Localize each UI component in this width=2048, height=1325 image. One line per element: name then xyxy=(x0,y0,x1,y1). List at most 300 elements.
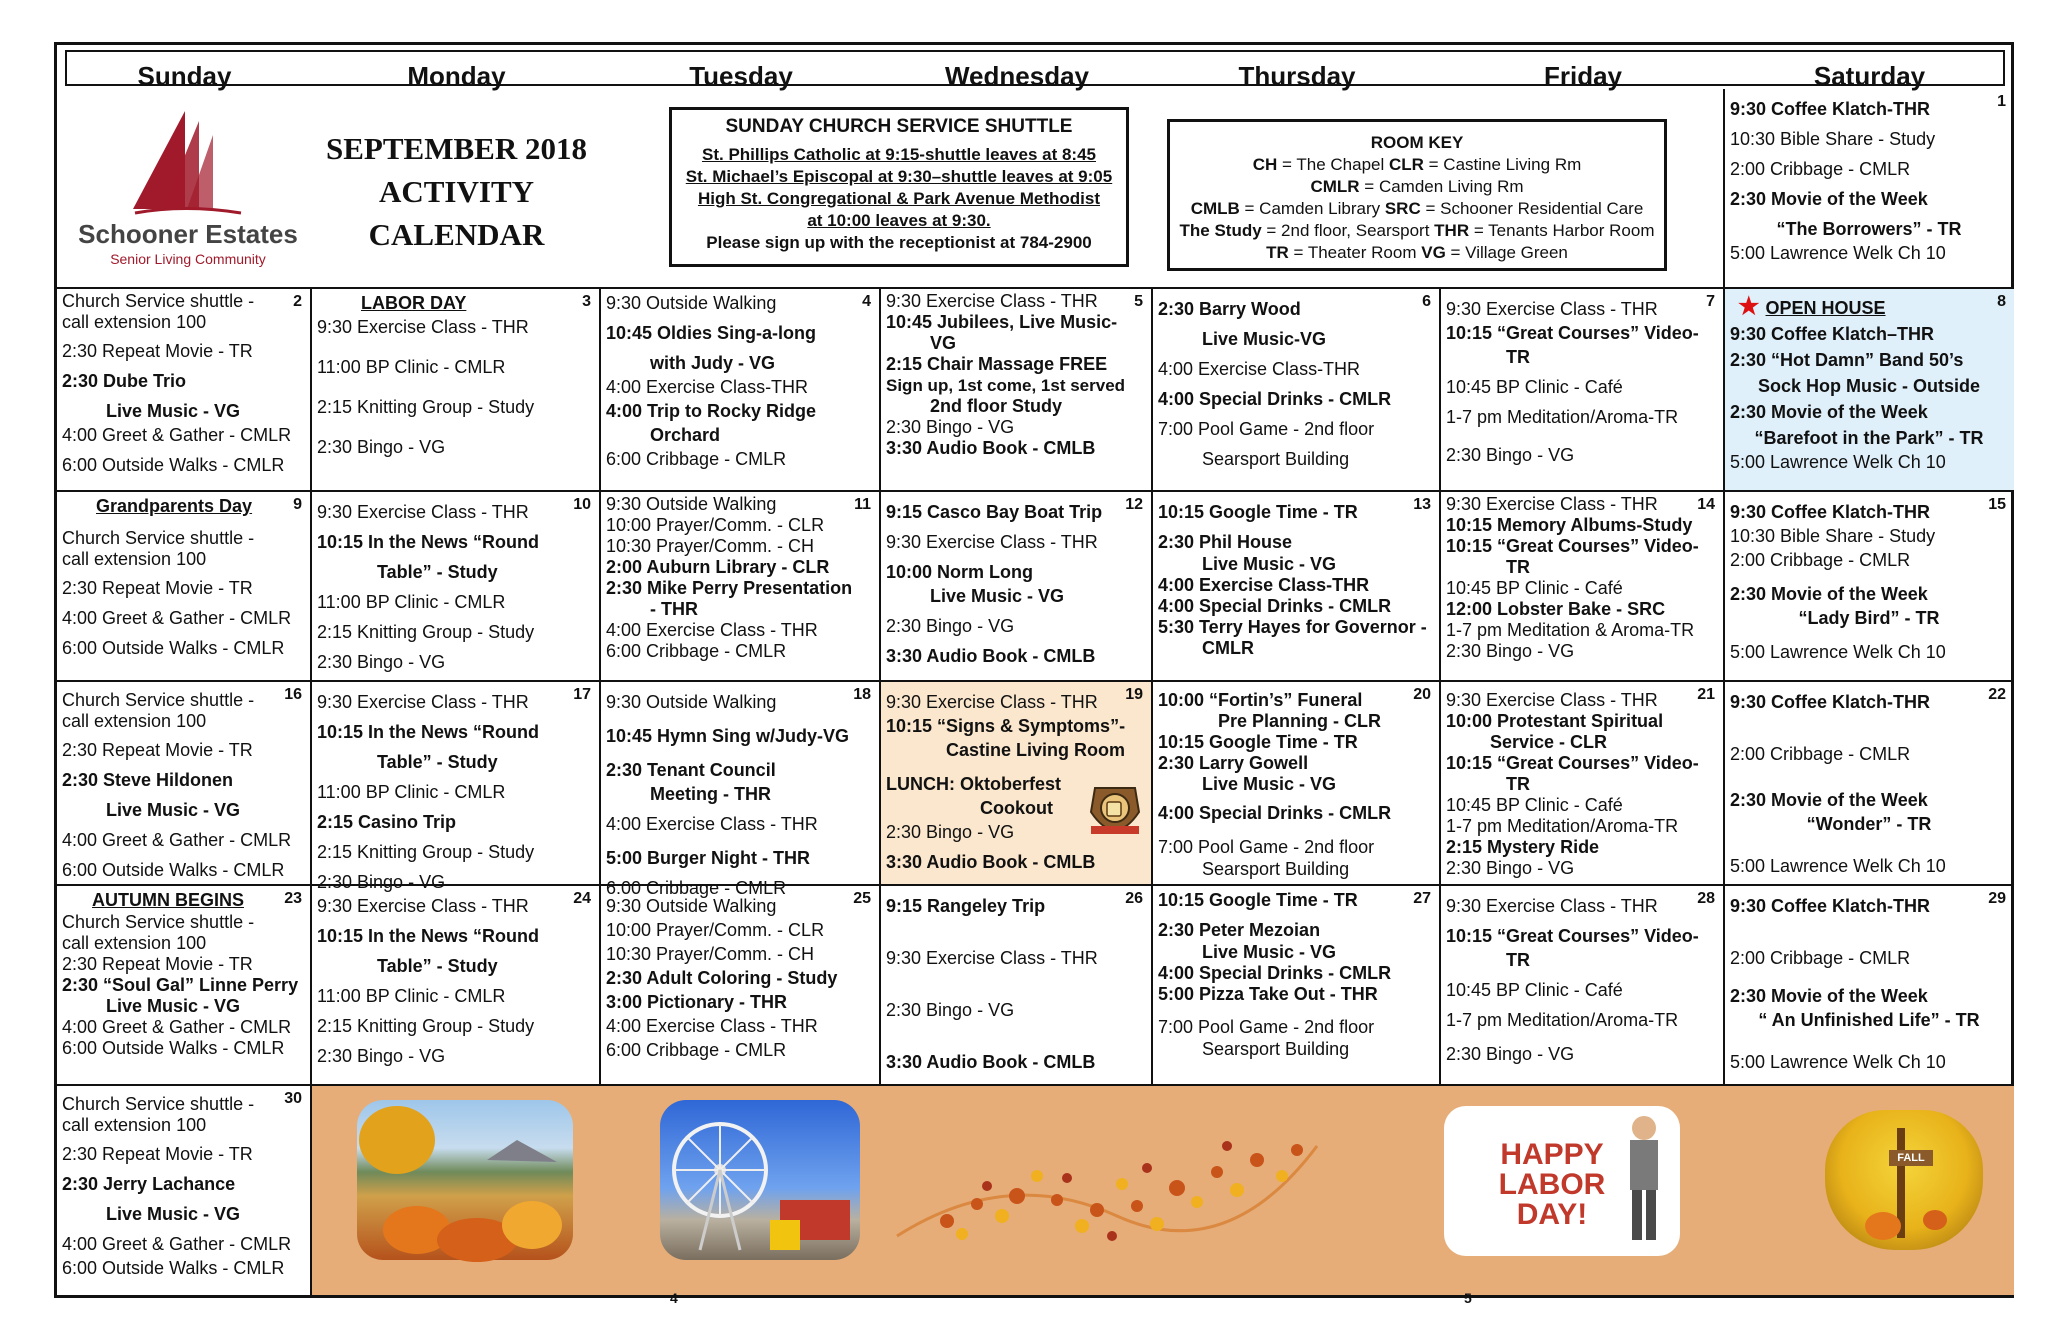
event: 1-7 pm Meditation/Aroma-TR xyxy=(1446,407,1679,427)
event: 7:00 Pool Game - 2nd floor xyxy=(1158,419,1375,439)
event: 6:00 Outside Walks - CMLR xyxy=(62,860,285,880)
event: 10:15 “Great Courses” Video- xyxy=(1446,753,1699,773)
event: 10:15 In the News “Round xyxy=(317,926,540,946)
key-src-desc: = Schooner Residential Care xyxy=(1420,199,1644,218)
day-number: 24 xyxy=(573,890,591,907)
event: Church Service shuttle - xyxy=(62,912,255,932)
holiday-labor-day: LABOR DAY xyxy=(361,293,467,313)
event: 9:30 Outside Walking xyxy=(606,896,777,916)
event: 2:00 Cribbage - CMLR xyxy=(1730,550,1911,570)
event: 2:00 Cribbage - CMLR xyxy=(1730,744,1911,764)
event: 4:00 Greet & Gather - CMLR xyxy=(62,608,292,628)
event: 1-7 pm Meditation/Aroma-TR xyxy=(1446,816,1679,836)
event: 2:15 Casino Trip xyxy=(317,812,457,832)
day-cell-3 xyxy=(312,289,601,492)
key-thr: THR xyxy=(1434,221,1470,240)
day-number: 29 xyxy=(1988,890,2006,907)
key-tr: TR xyxy=(1266,243,1289,262)
day-number: 22 xyxy=(1988,686,2006,703)
event: 6:00 Outside Walks - CMLR xyxy=(62,1258,285,1278)
event: 4:00 Exercise Class - THR xyxy=(606,620,818,640)
key-vg: VG xyxy=(1421,243,1446,262)
calendar xyxy=(54,42,2014,1298)
event: 2:30 Movie of the Week xyxy=(1730,402,1928,422)
holiday-autumn-begins: AUTUMN BEGINS xyxy=(92,890,244,910)
event: 2:30 Larry Gowell xyxy=(1158,753,1309,773)
day-sunday: Sunday xyxy=(137,61,232,91)
event: 10:30 Prayer/Comm. - CH xyxy=(606,536,815,556)
event: 2:15 Knitting Group - Study xyxy=(317,397,535,417)
event: 6:00 Outside Walks - CMLR xyxy=(62,455,285,475)
event: Castine Living Room xyxy=(946,740,1126,760)
event: 9:30 Coffee Klatch-THR xyxy=(1730,692,1931,712)
event: 5:00 Lawrence Welk Ch 10 xyxy=(1730,856,1946,876)
event: 10:15 “Great Courses” Video- xyxy=(1446,536,1699,556)
event: CMLR xyxy=(1202,638,1254,658)
event: with Judy - VG xyxy=(650,353,776,373)
event: Live Music - VG xyxy=(930,586,1065,606)
event: “The Borrowers” - TR xyxy=(1776,219,1962,239)
event: 10:30 Bible Share - Study xyxy=(1730,526,1936,546)
event: 2:30 Repeat Movie - TR xyxy=(62,954,253,974)
event: 2:00 Auburn Library - CLR xyxy=(606,557,830,577)
event: Table” - Study xyxy=(377,562,498,582)
event: 2:30 Adult Coloring - Study xyxy=(606,968,838,988)
day-saturday: Saturday xyxy=(1813,61,1926,91)
event: 2:30 Bingo - VG xyxy=(1446,445,1575,465)
event: 4:00 Trip to Rocky Ridge xyxy=(606,401,817,421)
day-cell-5 xyxy=(881,289,1153,492)
event: 10:45 BP Clinic - Café xyxy=(1446,578,1623,598)
shuttle-line1: St. Phillips Catholic at 9:15-shuttle leaves at 8:45 xyxy=(702,145,1096,164)
day-number: 20 xyxy=(1413,686,1431,703)
event: 2:30 Mike Perry Presentation xyxy=(606,578,853,598)
day-cell-1 xyxy=(1725,89,2014,287)
event: 2:00 Cribbage - CMLR xyxy=(1730,159,1911,179)
key-ch-desc: = The Chapel xyxy=(1277,155,1389,174)
day-number: 21 xyxy=(1697,686,1715,703)
event: 2:30 Bingo - VG xyxy=(1446,641,1575,661)
event: 3:30 Audio Book - CMLB xyxy=(886,646,1096,666)
key-cmlb-desc: = Camden Library xyxy=(1239,199,1385,218)
event: 11:00 BP Clinic - CMLR xyxy=(317,986,506,1006)
event: 9:30 Exercise Class - THR xyxy=(317,692,529,712)
page-number-left: 4 xyxy=(670,1290,678,1306)
day-number: 7 xyxy=(1706,293,1715,310)
event: 12:00 Lobster Bake - SRC xyxy=(1446,599,1666,619)
day-number: 18 xyxy=(853,686,871,703)
event: Live Music - VG xyxy=(106,800,241,820)
event: 2:30 Bingo - VG xyxy=(886,616,1015,636)
event: Church Service shuttle - xyxy=(62,690,255,710)
day-tuesday: Tuesday xyxy=(689,61,793,91)
event: TR xyxy=(1506,557,1530,577)
day-number: 25 xyxy=(853,890,871,907)
event: 9:30 Coffee Klatch-THR xyxy=(1730,896,1931,916)
event: 10:00 Protestant Spiritual xyxy=(1446,711,1664,731)
day-cell-27 xyxy=(1153,886,1441,1086)
day-cell-15 xyxy=(1725,492,2014,682)
event: 4:00 Special Drinks - CMLR xyxy=(1158,596,1392,616)
event: Live Music - VG xyxy=(1202,774,1337,794)
event: 4:00 Exercise Class-THR xyxy=(606,377,809,397)
event: 2:30 Peter Mezoian xyxy=(1158,920,1321,940)
event: 11:00 BP Clinic - CMLR xyxy=(317,782,506,802)
event: 2:30 Movie of the Week xyxy=(1730,986,1928,1006)
event: 4:00 Special Drinks - CMLR xyxy=(1158,389,1392,409)
event: 10:45 BP Clinic - Café xyxy=(1446,795,1623,815)
event: 4:00 Special Drinks - CMLR xyxy=(1158,963,1392,983)
event: 10:15 Memory Albums-Study xyxy=(1446,515,1693,535)
event: 4:00 Exercise Class-THR xyxy=(1158,359,1361,379)
event: 9:30 Exercise Class - THR xyxy=(886,291,1098,311)
event: Searsport Building xyxy=(1202,1039,1350,1059)
event: 10:00 Prayer/Comm. - CLR xyxy=(606,515,825,535)
event: 2:30 Dube Trio xyxy=(62,371,187,391)
event: 4:00 Exercise Class-THR xyxy=(1158,575,1370,595)
key-thr-desc: = Tenants Harbor Room xyxy=(1469,221,1655,240)
event: 10:15 “Signs & Symptoms”- xyxy=(886,716,1126,736)
event: Table” - Study xyxy=(377,752,498,772)
pumpkin-icon xyxy=(357,1100,573,1260)
event: 4:00 Greet & Gather - CMLR xyxy=(62,830,292,850)
event: 9:30 Exercise Class - THR xyxy=(1446,299,1658,319)
event: 10:45 BP Clinic - Café xyxy=(1446,377,1623,397)
event: Church Service shuttle - xyxy=(62,1094,255,1114)
key-cmlr: CMLR xyxy=(1310,177,1360,196)
event: 9:30 Exercise Class - THR xyxy=(317,502,529,522)
event: 9:30 Outside Walking xyxy=(606,692,777,712)
day-thursday: Thursday xyxy=(1238,61,1356,91)
day-cell-26 xyxy=(881,886,1153,1086)
event: TR xyxy=(1506,347,1530,367)
event: Service - CLR xyxy=(1490,732,1608,752)
event: 6:00 Outside Walks - CMLR xyxy=(62,1038,285,1058)
event: call extension 100 xyxy=(62,711,207,731)
event: “ An Unfinished Life” - TR xyxy=(1758,1010,1980,1030)
event: 2:30 Repeat Movie - TR xyxy=(62,740,253,760)
event: 10:15 In the News “Round xyxy=(317,532,540,552)
day-number: 28 xyxy=(1697,890,1715,907)
event: 10:45 Oldies Sing-a-long xyxy=(606,323,817,343)
event: call extension 100 xyxy=(62,312,207,332)
event: 2:30 Bingo - VG xyxy=(317,437,446,457)
event: Live Music - VG xyxy=(106,401,241,421)
event: 2:30 Bingo - VG xyxy=(886,1000,1015,1020)
event: 2:30 “Soul Gal” Linne Perry xyxy=(62,975,299,995)
day-number: 15 xyxy=(1988,496,2006,513)
day-cell-29 xyxy=(1725,886,2014,1086)
title-line2: ACTIVITY xyxy=(378,174,535,209)
labor-day-picture xyxy=(1444,1106,1680,1256)
event: Live Music - VG xyxy=(1202,554,1337,574)
room-key-box xyxy=(1167,119,1667,271)
event: 9:30 Exercise Class - THR xyxy=(317,317,529,337)
shuttle-line5: Please sign up with the receptionist at 784-2900 xyxy=(706,233,1092,252)
event: 2:30 Bingo - VG xyxy=(1446,858,1575,878)
page-number-right: 5 xyxy=(1464,1290,1472,1306)
day-cell-7 xyxy=(1441,289,1725,492)
shuttle-line4: at 10:00 leaves at 9:30. xyxy=(807,211,991,230)
event: 2:30 Bingo - VG xyxy=(886,417,1015,437)
day-cell-16 xyxy=(57,682,312,886)
event: call extension 100 xyxy=(62,933,207,953)
day-number: 27 xyxy=(1413,890,1431,907)
event: 5:30 Terry Hayes for Governor - xyxy=(1158,617,1427,637)
key-study: The Study xyxy=(1179,221,1262,240)
event: 9:30 Outside Walking xyxy=(606,293,777,313)
day-cell-18 xyxy=(601,682,881,898)
logo-tagline: Senior Living Community xyxy=(110,251,266,267)
worker-icon xyxy=(1614,1112,1674,1252)
event: 10:15 “Great Courses” Video- xyxy=(1446,926,1699,946)
event: 9:30 Exercise Class - THR xyxy=(1446,690,1658,710)
event: 11:00 BP Clinic - CMLR xyxy=(317,357,506,377)
event: Church Service shuttle - xyxy=(62,528,255,548)
event: 7:00 Pool Game - 2nd floor xyxy=(1158,837,1375,857)
event: 5:00 Pizza Take Out - THR xyxy=(1158,984,1378,1004)
day-number: 23 xyxy=(284,890,302,907)
day-cell-17 xyxy=(312,682,601,892)
event: 2:30 Repeat Movie - TR xyxy=(62,341,253,361)
event: 4:00 Greet & Gather - CMLR xyxy=(62,425,292,445)
event: 5:00 Lawrence Welk Ch 10 xyxy=(1730,1052,1946,1072)
star-icon: ★ xyxy=(1738,293,1760,320)
event: 10:45 BP Clinic - Café xyxy=(1446,980,1623,1000)
event: 2:15 Knitting Group - Study xyxy=(317,1016,535,1036)
event: 2:15 Knitting Group - Study xyxy=(317,622,535,642)
day-number: 8 xyxy=(1997,293,2006,310)
day-cell-8 xyxy=(1725,289,2014,492)
event: 4:00 Exercise Class - THR xyxy=(606,1016,818,1036)
event: 10:00 “Fortin’s” Funeral xyxy=(1158,690,1363,710)
event: 4:00 Exercise Class - THR xyxy=(606,814,818,834)
event: 10:45 Hymn Sing w/Judy-VG xyxy=(606,726,850,746)
event: 10:15 Google Time - TR xyxy=(1158,890,1358,910)
event: Church Service shuttle - xyxy=(62,291,255,311)
event: 9:30 Exercise Class - THR xyxy=(1446,494,1658,514)
key-ch: CH xyxy=(1252,155,1278,174)
event: 2:15 Chair Massage FREE xyxy=(886,354,1108,374)
day-cell-19 xyxy=(881,682,1153,886)
event: 10:30 Bible Share - Study xyxy=(1730,129,1936,149)
key-vg-desc: = Village Green xyxy=(1445,243,1568,262)
event: 10:30 Prayer/Comm. - CH xyxy=(606,944,815,964)
event: 2:15 Mystery Ride xyxy=(1446,837,1600,857)
day-number: 11 xyxy=(854,496,871,513)
day-cell-10 xyxy=(312,492,601,682)
oktoberfest-badge-icon xyxy=(1087,782,1143,848)
event: Searsport Building xyxy=(1202,449,1350,469)
event: 4:00 Special Drinks - CMLR xyxy=(1158,803,1392,823)
title-line1: SEPTEMBER 2018 xyxy=(326,131,587,166)
day-cell-11 xyxy=(601,492,881,682)
event: 7:00 Pool Game - 2nd floor xyxy=(1158,1017,1375,1037)
event: Live Music-VG xyxy=(1202,329,1327,349)
event: “Wonder” - TR xyxy=(1806,814,1932,834)
event: 2:15 Knitting Group - Study xyxy=(317,842,535,862)
event: Live Music - VG xyxy=(106,996,241,1016)
event: 5:00 Lawrence Welk Ch 10 xyxy=(1730,452,1946,472)
ferris-wheel-icon xyxy=(660,1100,860,1260)
event: 3:00 Pictionary - THR xyxy=(606,992,788,1012)
event: 2:30 Barry Wood xyxy=(1158,299,1301,319)
event: 2:30 Repeat Movie - TR xyxy=(62,578,253,598)
event: 1-7 pm Meditation/Aroma-TR xyxy=(1446,1010,1679,1030)
event: 9:30 Exercise Class - THR xyxy=(886,948,1098,968)
event: 9:15 Rangeley Trip xyxy=(886,896,1046,916)
day-number: 30 xyxy=(284,1090,302,1107)
key-cmlb: CMLB xyxy=(1190,199,1240,218)
logo xyxy=(57,89,312,289)
key-cmlr-desc: = Camden Living Rm xyxy=(1359,177,1524,196)
event: Cookout xyxy=(980,798,1053,818)
event: 2:30 Bingo - VG xyxy=(317,1046,446,1066)
shuttle-heading: SUNDAY CHURCH SERVICE SHUTTLE xyxy=(725,116,1073,137)
day-number: 5 xyxy=(1134,293,1143,310)
event: 5:00 Burger Night - THR xyxy=(606,848,811,868)
event: 2:30 Steve Hildonen xyxy=(62,770,234,790)
event: 10:15 In the News “Round xyxy=(317,722,540,742)
event: 2:30 Jerry Lachance xyxy=(62,1174,236,1194)
event: 9:30 Exercise Class - THR xyxy=(317,896,529,916)
event: 2:30 Movie of the Week xyxy=(1730,584,1928,604)
event: Searsport Building xyxy=(1202,859,1350,879)
title-line3: CALENDAR xyxy=(368,217,545,252)
event: 6:00 Cribbage - CMLR xyxy=(606,1040,787,1060)
event: call extension 100 xyxy=(62,1115,207,1135)
event: TR xyxy=(1506,774,1530,794)
event: 2nd floor Study xyxy=(930,396,1062,416)
signpost-icon xyxy=(1825,1110,1983,1250)
day-cell-22 xyxy=(1725,682,2014,886)
open-house: OPEN HOUSE xyxy=(1765,298,1886,318)
day-cell-20 xyxy=(1153,682,1441,886)
day-cell-2 xyxy=(57,289,312,492)
event: 9:30 Coffee Klatch-THR xyxy=(1730,99,1931,119)
event: 10:45 Jubilees, Live Music- xyxy=(886,312,1118,332)
event: Live Music - VG xyxy=(106,1204,241,1224)
event: 9:30 Coffee Klatch-THR xyxy=(1730,502,1931,522)
day-cell-23 xyxy=(57,886,312,1086)
shuttle-box xyxy=(669,107,1129,267)
event: 10:15 “Great Courses” Video- xyxy=(1446,323,1699,343)
event: 10:00 Norm Long xyxy=(886,562,1034,582)
day-friday: Friday xyxy=(1543,61,1623,91)
day-cell-4 xyxy=(601,289,881,492)
logo-name: Schooner Estates xyxy=(78,219,298,249)
event: LUNCH: Oktoberfest xyxy=(886,774,1062,794)
event: 5:00 Lawrence Welk Ch 10 xyxy=(1730,243,1946,263)
event: 2:30 Movie of the Week xyxy=(1730,790,1928,810)
labor-day-banner-text: HAPPY LABOR DAY! xyxy=(1498,1138,1606,1231)
fair-picture xyxy=(660,1100,860,1260)
event: 10:15 Google Time - TR xyxy=(1158,732,1358,752)
event: 6:00 Outside Walks - CMLR xyxy=(62,638,285,658)
key-clr-desc: = Castine Living Rm xyxy=(1423,155,1582,174)
event: 2:00 Cribbage - CMLR xyxy=(1730,948,1911,968)
event: 10:00 Prayer/Comm. - CLR xyxy=(606,920,825,940)
day-number: 2 xyxy=(293,293,302,310)
day-number: 14 xyxy=(1697,496,1715,513)
day-cell-21 xyxy=(1441,682,1725,886)
event: - THR xyxy=(650,599,698,619)
day-number: 9 xyxy=(293,496,302,513)
shuttle-line3: High St. Congregational & Park Avenue Methodist xyxy=(697,189,1101,208)
key-tr-desc: = Theater Room xyxy=(1288,243,1422,262)
event: Sock Hop Music - Outside xyxy=(1757,376,1981,396)
event: Live Music - VG xyxy=(1202,942,1337,962)
event: 9:30 Coffee Klatch–THR xyxy=(1730,324,1935,344)
event: 1-7 pm Meditation & Aroma-TR xyxy=(1446,620,1695,640)
event: 6:00 Cribbage - CMLR xyxy=(606,641,787,661)
event: “Lady Bird” - TR xyxy=(1798,608,1940,628)
day-number: 17 xyxy=(573,686,591,703)
day-monday: Monday xyxy=(407,61,506,91)
day-number: 12 xyxy=(1125,496,1143,513)
event: 2:30 Repeat Movie - TR xyxy=(62,1144,253,1164)
sailboat-logo-icon xyxy=(115,109,255,219)
day-number: 10 xyxy=(573,496,591,513)
event: 2:30 Bingo - VG xyxy=(317,652,446,672)
shuttle-line2: St. Michael’s Episcopal at 9:30–shuttle leaves at 9:05 xyxy=(685,167,1113,186)
event: 10:15 Google Time - TR xyxy=(1158,502,1358,522)
day-cell-25 xyxy=(601,886,881,1086)
day-cell-24 xyxy=(312,886,601,1086)
event: 6:00 Cribbage - CMLR xyxy=(606,449,787,469)
event: 2:30 Tenant Council xyxy=(606,760,776,780)
key-clr: CLR xyxy=(1388,155,1424,174)
day-number: 16 xyxy=(284,686,302,703)
event: 2:30 “Hot Damn” Band 50’s xyxy=(1730,350,1964,370)
day-number: 1 xyxy=(1997,93,2006,110)
calendar-title xyxy=(312,127,601,256)
event: Sign up, 1st come, 1st served xyxy=(886,376,1126,395)
day-number: 4 xyxy=(862,293,871,310)
day-number: 13 xyxy=(1413,496,1431,513)
event: 2:30 Movie of the Week xyxy=(1730,189,1928,209)
event: 9:15 Casco Bay Boat Trip xyxy=(886,502,1103,522)
day-cell-12 xyxy=(881,492,1153,682)
event: 9:30 Exercise Class - THR xyxy=(1446,896,1658,916)
event: 3:30 Audio Book - CMLB xyxy=(886,438,1096,458)
day-cell-30 xyxy=(57,1086,312,1295)
falling-leaves-icon xyxy=(887,1106,1327,1266)
event: Table” - Study xyxy=(377,956,498,976)
day-number: 19 xyxy=(1125,686,1143,703)
event: “Barefoot in the Park” - TR xyxy=(1754,428,1984,448)
event: 5:00 Lawrence Welk Ch 10 xyxy=(1730,642,1946,662)
room-key-heading: ROOM KEY xyxy=(1370,133,1464,152)
event: Pre Planning - CLR xyxy=(1218,711,1382,731)
event: 11:00 BP Clinic - CMLR xyxy=(317,592,506,612)
harvest-picture xyxy=(357,1100,573,1260)
day-cell-6 xyxy=(1153,289,1441,492)
day-cell-14 xyxy=(1441,492,1725,682)
event: 2:30 Bingo - VG xyxy=(1446,1044,1575,1064)
event: 4:00 Greet & Gather - CMLR xyxy=(62,1234,292,1254)
event: 2:30 Bingo - VG xyxy=(317,872,446,892)
event: 3:30 Audio Book - CMLB xyxy=(886,852,1096,872)
event: Orchard xyxy=(650,425,721,445)
fall-sign-text: FALL xyxy=(1897,1152,1925,1164)
event: 6:00 Cribbage - CMLR xyxy=(606,878,787,898)
event: VG xyxy=(930,333,957,353)
holiday-grandparents-day: Grandparents Day xyxy=(96,496,253,516)
event: 4:00 Greet & Gather - CMLR xyxy=(62,1017,292,1037)
day-number: 26 xyxy=(1125,890,1143,907)
event: TR xyxy=(1506,950,1530,970)
